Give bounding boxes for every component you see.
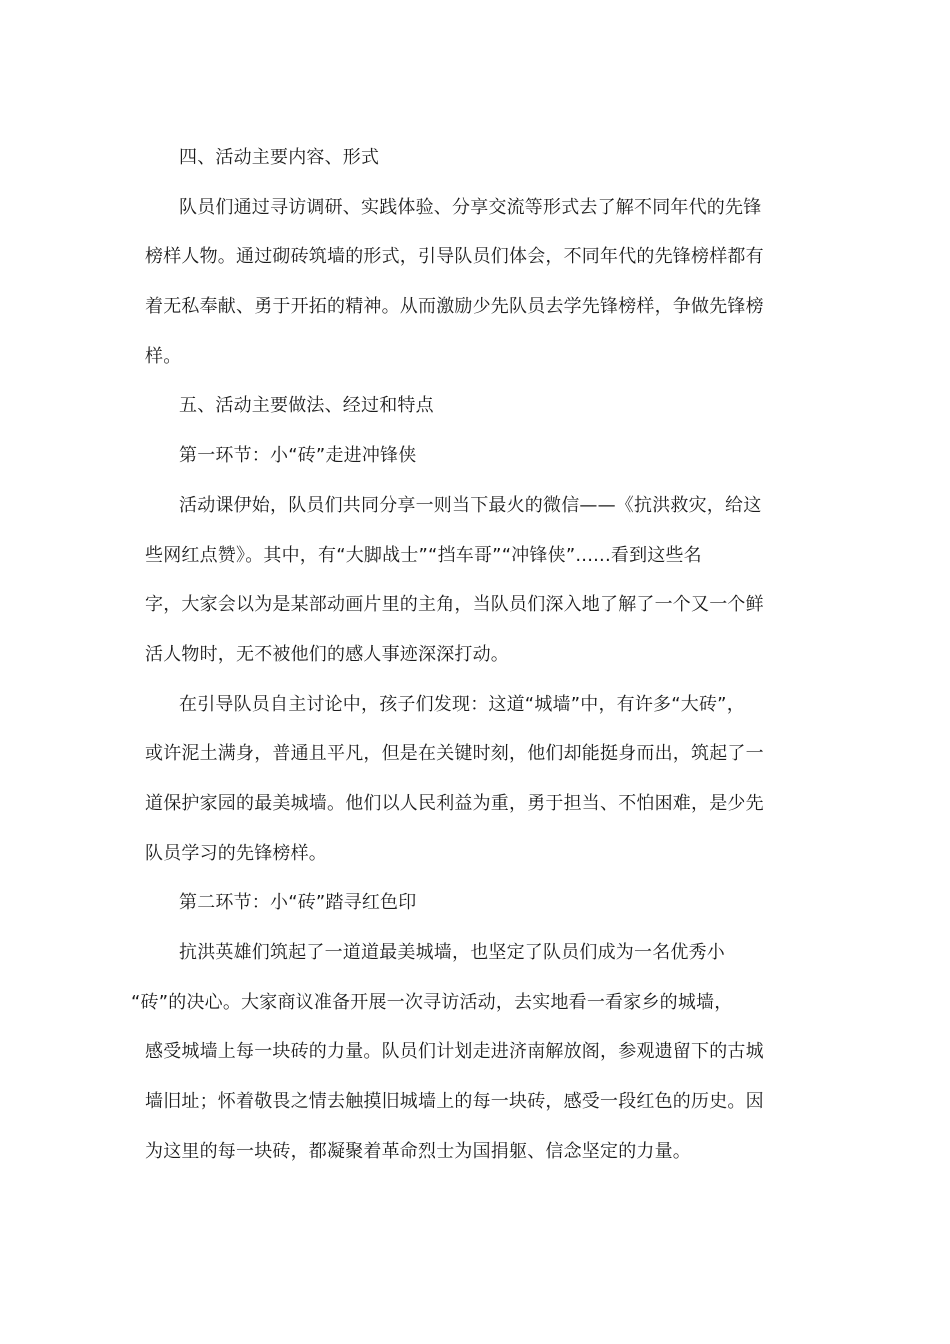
- section-heading-5: 五、活动主要做法、经过和特点: [179, 395, 434, 417]
- paragraph-line: 抗洪英雄们筑起了一道道最美城墙，也坚定了队员们成为一名优秀小: [179, 942, 725, 963]
- document-body: [131, 133, 805, 1176]
- paragraph-line: “砖”的决心。大家商议准备开展一次寻访活动，去实地看一看家乡的城墙，: [131, 991, 733, 1013]
- paragraph-line: 感受城墙上每一块砖的力量。队员们计划走进济南解放阁，参观遗留下的古城: [145, 1041, 764, 1063]
- paragraph-line: 为这里的每一块砖，都凝聚着革命烈士为国捐躯、信念坚定的力量。: [145, 1140, 691, 1162]
- section-heading-4: 四、活动主要内容、形式: [179, 147, 380, 168]
- paragraph-line: 在引导队员自主讨论中，孩子们发现：这道“城墙”中，有许多“大砖”，: [179, 693, 745, 715]
- paragraph-line: 队员们通过寻访调研、实践体验、分享交流等形式去了解不同年代的先锋: [179, 196, 762, 218]
- paragraph-line: 着无私奉献、勇于开拓的精神。从而激励少先队员去学先锋榜样，争做先锋榜: [145, 296, 764, 318]
- paragraph-line: 样。: [145, 345, 182, 367]
- paragraph-line: 道保护家园的最美城墙。他们以人民利益为重，勇于担当、不怕困难，是少先: [145, 792, 764, 814]
- subsection-heading-1: 第一环节：小“砖”走进冲锋侠: [179, 445, 417, 467]
- paragraph-line: 或许泥土满身，普通且平凡，但是在关键时刻，他们却能挺身而出，筑起了一: [145, 743, 764, 765]
- paragraph-line: 活人物时，无不被他们的感人事迹深深打动。: [145, 643, 509, 665]
- paragraph-line: 些网红点赞》。其中，有“大脚战士”“挡车哥”“冲锋侠”......看到这些名: [145, 544, 702, 566]
- paragraph-line: 榜样人物。通过砌砖筑墙的形式，引导队员们体会，不同年代的先锋榜样都有: [145, 246, 764, 268]
- paragraph-line: 墙旧址；怀着敬畏之情去触摸旧城墙上的每一块砖，感受一段红色的历史。因: [145, 1091, 764, 1113]
- paragraph-line: 活动课伊始，队员们共同分享一则当下最火的微信——《抗洪救灾，给这: [179, 494, 762, 516]
- paragraph-line: 字，大家会以为是某部动画片里的主角，当队员们深入地了解了一个又一个鲜: [145, 594, 764, 616]
- paragraph-line: 队员学习的先锋榜样。: [145, 842, 327, 864]
- subsection-heading-2: 第二环节：小“砖”踏寻红色印: [179, 892, 417, 914]
